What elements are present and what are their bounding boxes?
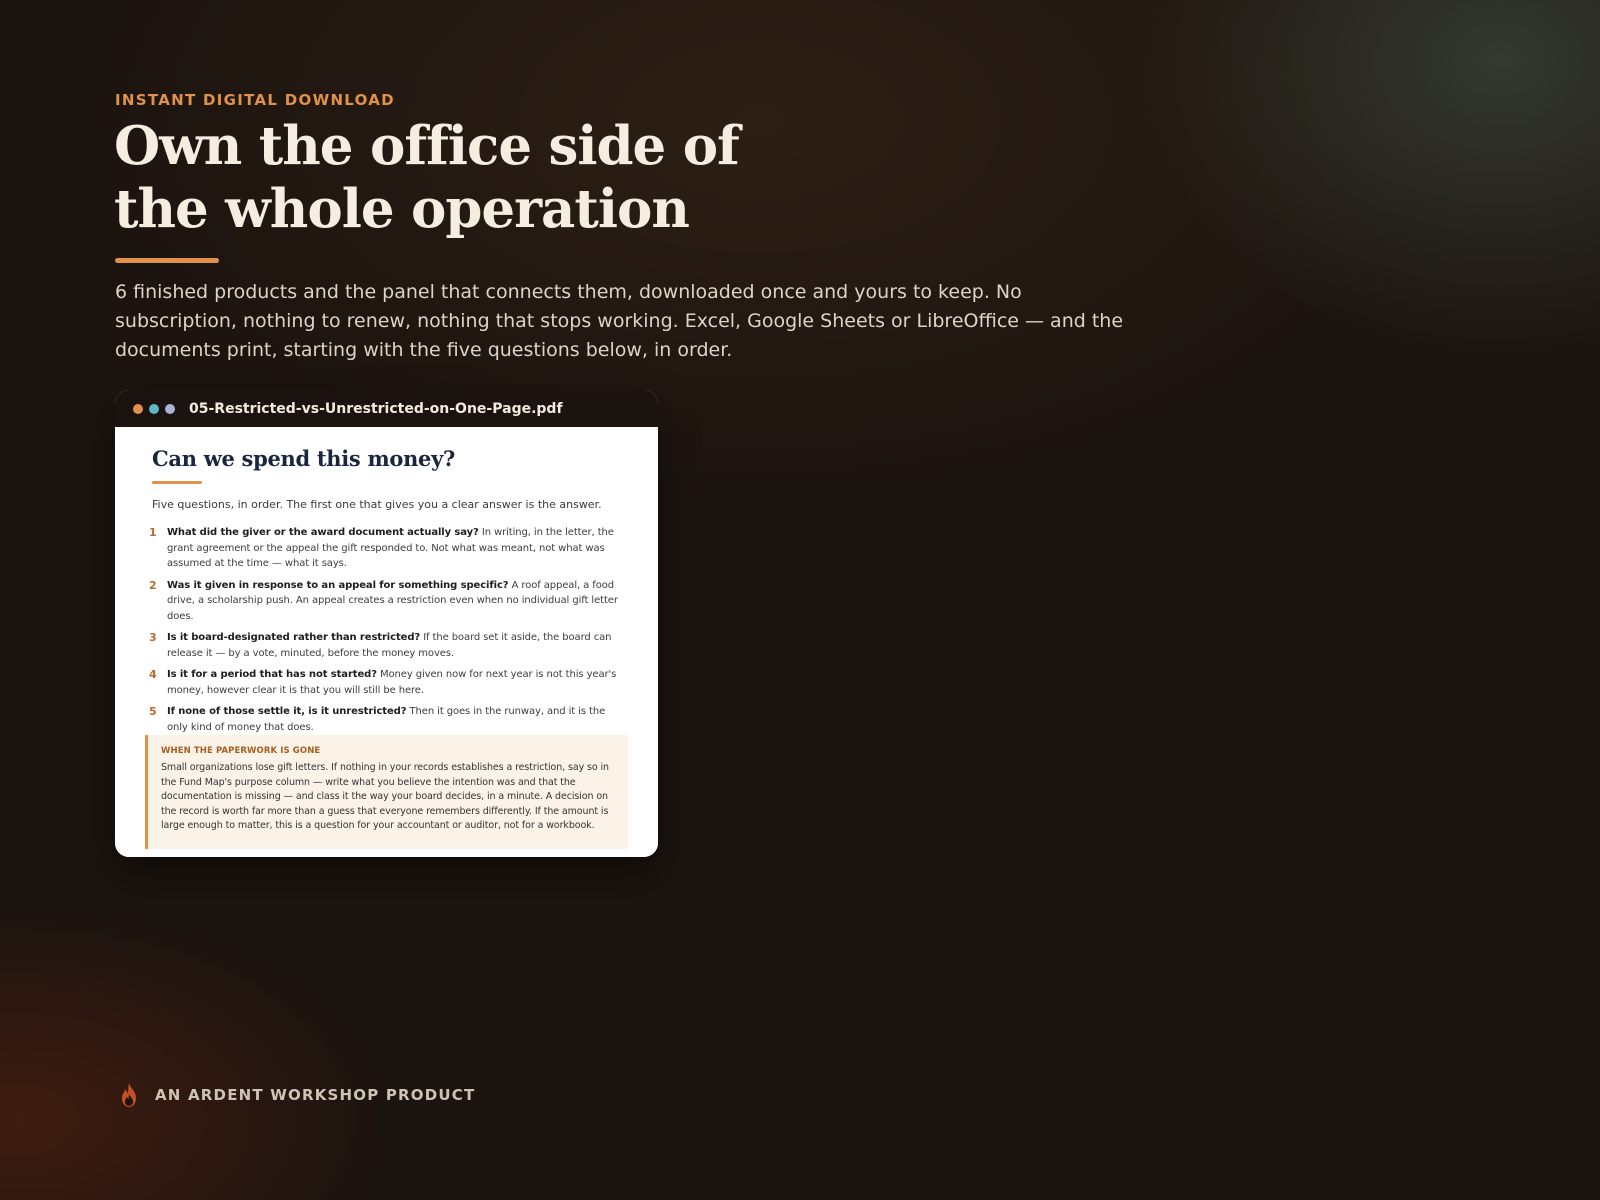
question-number: 1: [149, 526, 157, 539]
question-text: [167, 630, 628, 661]
list-item: [149, 667, 628, 698]
question-body: A roof appeal, a food drive, a scholarship push. An appeal creates a restriction even when no individual gift letter does.: [167, 579, 618, 622]
headline-line-1: Own the office side of: [114, 115, 739, 177]
question-list: [149, 525, 628, 735]
list-item: [149, 525, 628, 572]
list-item: [149, 578, 628, 625]
callout-body: Small organizations lose gift letters. If nothing in your records establishes a restriction, say so in the Fund Map's purpose column — write what you believe the intention was and that the documentation is missing — and class it the way your board decides, in a minute. A decision on the record is worth far more than a guess that everyone remembers differently. If the amount is large enough to matter, this is a question for your accountant or auditor, not for a workbook.: [161, 762, 609, 832]
list-item: [149, 630, 628, 661]
question-body: Then it goes in the runway, and it is the only kind of money that does.: [167, 706, 606, 733]
callout-box: [145, 735, 628, 849]
list-item: [149, 704, 628, 735]
window-dot-orange: [133, 404, 143, 414]
question-body: In writing, in the letter, the grant agreement or the appeal the gift responded to. Not what was meant, not what was assumed at the time — what it says.: [167, 527, 614, 569]
document-titlebar: [115, 390, 658, 427]
question-text: [167, 667, 628, 698]
question-lead: Is it for a period that has not started?: [167, 669, 377, 680]
question-lead: What did the giver or the award document actually say?: [167, 527, 479, 538]
callout-label: WHEN THE PAPERWORK IS GONE: [161, 746, 321, 756]
document-filename: 05-Restricted-vs-Unrestricted-on-One-Page.pdf: [189, 400, 563, 417]
question-text: [167, 525, 628, 572]
window-dot-teal: [149, 404, 159, 414]
window-dot-lilac: [165, 404, 175, 414]
document-preview-card: [115, 390, 658, 857]
flame-icon: [118, 1082, 140, 1108]
eyebrow-label: INSTANT DIGITAL DOWNLOAD: [115, 91, 395, 109]
page-headline: [114, 115, 1014, 241]
question-number: 2: [149, 578, 157, 592]
question-lead: If none of those settle it, is it unrestricted?: [167, 706, 407, 717]
document-page: [115, 427, 658, 857]
question-lead: Was it given in response to an appeal for something specific?: [167, 579, 509, 591]
headline-line-2: the whole operation: [114, 178, 689, 240]
question-body: Money given now for next year is not this year's money, however clear it is that you will still be here.: [167, 669, 617, 696]
footer-brand: [118, 1082, 475, 1108]
document-title-rule: [152, 481, 202, 484]
lede-paragraph: 6 finished products and the panel that connects them, downloaded once and yours to keep. No subscription, nothing to renew, nothing that stops working. Excel, Google Sheets or LibreOffice — and the documents print, starting with the five questions below, in order.: [115, 281, 1124, 361]
question-body: If the board set it aside, the board can release it — by a vote, minuted, before the money moves.: [167, 632, 612, 659]
question-lead: Is it board-designated rather than restricted?: [167, 632, 421, 643]
question-number: 3: [149, 631, 157, 644]
question-number: 5: [149, 705, 157, 718]
brand-label: AN ARDENT WORKSHOP PRODUCT: [155, 1086, 476, 1104]
question-number: 4: [149, 668, 157, 681]
question-text: [167, 704, 628, 735]
document-title: Can we spend this money?: [152, 446, 456, 471]
question-text: [167, 578, 628, 625]
headline-accent-rule: [115, 258, 219, 263]
document-intro: Five questions, in order. The first one that gives you a clear answer is the answer.: [152, 498, 602, 511]
